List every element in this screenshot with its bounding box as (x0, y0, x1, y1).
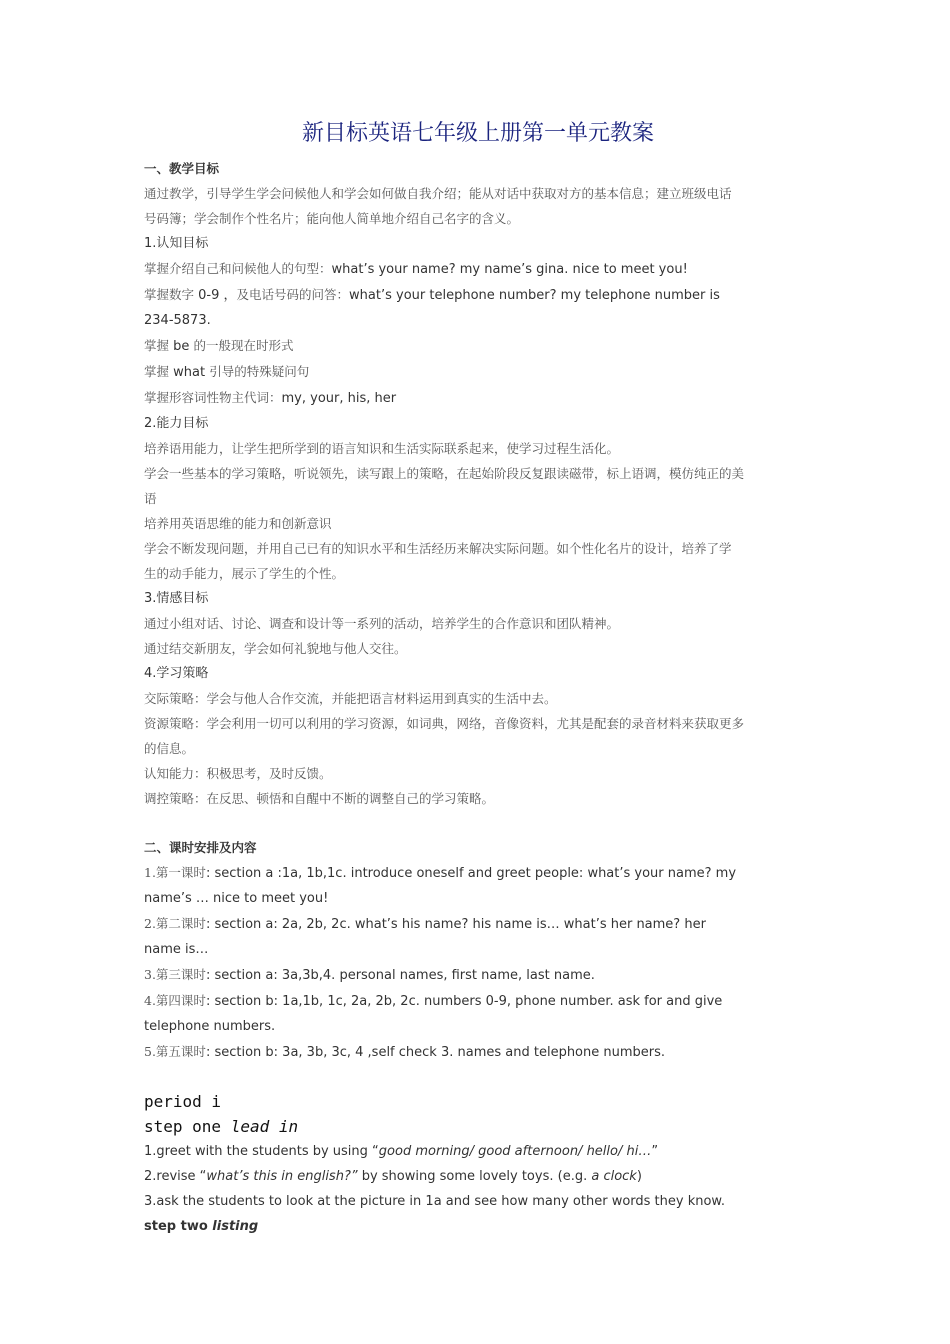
text: 3.情感目标 (144, 591, 209, 606)
paragraph: 认知能力：积极思考，及时反馈。 (144, 766, 332, 781)
paragraph (144, 359, 812, 385)
text: 2.revise “ (144, 1169, 207, 1184)
paragraph (144, 256, 812, 282)
text: 3.第三课时 (144, 967, 206, 982)
step-one-heading (144, 1114, 812, 1139)
paragraph: 的信息。 (144, 741, 195, 756)
text: : section b: 3a, 3b, 3c, 4 ,self check 3. names and telephone numbers. (205, 1045, 666, 1060)
paragraph: 培养用英语思维的能力和创新意识 (144, 516, 332, 531)
text: listing (212, 1219, 259, 1234)
text: 2.第二课时 (144, 916, 206, 931)
paragraph: 通过小组对话、讨论、调查和设计等一系列的活动，培养学生的合作意识和团队精神。 (144, 616, 620, 631)
section-heading-objectives: 一、教学目标 (144, 161, 220, 176)
text: 掌握 (144, 364, 170, 379)
text: step two (144, 1219, 213, 1234)
text: : section a: 3a,3b,4. personal names, first name, last name. (205, 968, 595, 983)
text: : section a :1a, 1b,1c. introduce oneself and greet people: what’s your name? my (205, 866, 737, 881)
lesson-item-cont: name’s … nice to meet you! (144, 891, 329, 906)
text: 1.认知目标 (144, 236, 209, 251)
text: 1.greet with the students by using “ (144, 1144, 379, 1159)
lesson-item (144, 962, 812, 988)
text: 5.第五课时 (144, 1044, 206, 1059)
document-page (144, 118, 812, 1239)
step-item: 3.ask the students to look at the picture in 1a and see how many other words they know. (144, 1194, 726, 1209)
text: my, your, his, her (281, 391, 397, 406)
step-item (144, 1139, 812, 1164)
text: 掌握形容词性物主代词： (144, 390, 282, 405)
paragraph: 学会不断发现问题，并用自己已有的知识水平和生活经历来解决实际问题。如个性化名片的设计，培养了学 (144, 541, 732, 556)
text: 4.第四课时 (144, 993, 206, 1008)
step-two-heading (144, 1214, 812, 1239)
text: 掌握数字 (144, 287, 195, 302)
text: ) (636, 1169, 642, 1184)
paragraph: 交际策略：学会与他人合作交流，并能把语言材料运用到真实的生活中去。 (144, 691, 557, 706)
paragraph (144, 282, 812, 308)
paragraph: 号码簿；学会制作个性名片；能向他人简单地介绍自己名字的含义。 (144, 211, 520, 226)
paragraph: 语 (144, 491, 157, 506)
paragraph: 234-5873. (144, 313, 211, 328)
lesson-item (144, 988, 812, 1014)
step-item (144, 1164, 812, 1189)
paragraph: 培养语用能力，让学生把所学到的语言知识和生活实际联系起来，使学习过程生活化。 (144, 441, 620, 456)
text: 及电话号码的问答： (236, 287, 350, 302)
period-heading: period i (144, 1092, 222, 1111)
text: by showing some lovely toys. (e.g. (357, 1169, 592, 1184)
subheading-emotional (144, 586, 812, 611)
text: ” (651, 1144, 659, 1159)
section-heading-schedule: 二、课时安排及内容 (144, 840, 257, 855)
lesson-item (144, 860, 812, 886)
text: 掌握介绍自己和问候他人的句型： (144, 261, 332, 276)
text: 引导的特殊疑问句 (209, 364, 310, 379)
text: lead in (221, 1117, 299, 1136)
text: 的一般现在时形式 (193, 338, 294, 353)
text: step one (144, 1117, 222, 1136)
text: a clock (591, 1169, 637, 1184)
paragraph: 通过教学，引导学生学会问候他人和学会如何做自我介绍；能从对话中获取对方的基本信息；建立班级电话 (144, 186, 732, 201)
lesson-item (144, 1039, 812, 1065)
subheading-ability (144, 411, 812, 436)
text: what’s this in english?” (206, 1169, 358, 1184)
text: 0-9 ， (194, 288, 237, 303)
lesson-item-cont: name is… (144, 942, 209, 957)
document-title: 新目标英语七年级上册第一单元教案 (301, 121, 654, 146)
paragraph: 调控策略：在反思、顿悟和自醒中不断的调整自己的学习策略。 (144, 791, 495, 806)
paragraph (144, 385, 812, 411)
lesson-item (144, 911, 812, 937)
paragraph: 资源策略：学会利用一切可以利用的学习资源，如词典，网络，音像资料，尤其是配套的录音材料来获取更多 (144, 716, 745, 731)
spacer (144, 1065, 812, 1089)
text: be (169, 339, 194, 354)
paragraph (144, 333, 812, 359)
subheading-cognitive (144, 231, 812, 256)
subheading-strategy (144, 661, 812, 686)
lesson-item-cont: telephone numbers. (144, 1019, 276, 1034)
paragraph: 通过结交新朋友，学会如何礼貌地与他人交往。 (144, 641, 407, 656)
text: what (169, 365, 210, 380)
text: : section b: 1a,1b, 1c, 2a, 2b, 2c. numbers 0-9, phone number. ask for and give (205, 994, 723, 1009)
text: 4.学习策略 (144, 666, 209, 681)
text: what’s your telephone number? my telephone number is (349, 288, 720, 303)
paragraph: 生的动手能力，展示了学生的个性。 (144, 566, 345, 581)
text: good morning/ good afternoon/ hello/ hi… (378, 1144, 652, 1159)
text: 掌握 (144, 338, 170, 353)
text: 2.能力目标 (144, 416, 209, 431)
text: what’s your name? my name’s gina. nice to meet you! (331, 262, 688, 277)
text: 1.第一课时 (144, 865, 206, 880)
paragraph: 学会一些基本的学习策略，听说领先，读写跟上的策略，在起始阶段反复跟读磁带，标上语调，模仿纯正的美 (144, 466, 745, 481)
spacer (144, 811, 812, 835)
text: : section a: 2a, 2b, 2c. what’s his name? his name is… what’s her name? her (205, 917, 706, 932)
